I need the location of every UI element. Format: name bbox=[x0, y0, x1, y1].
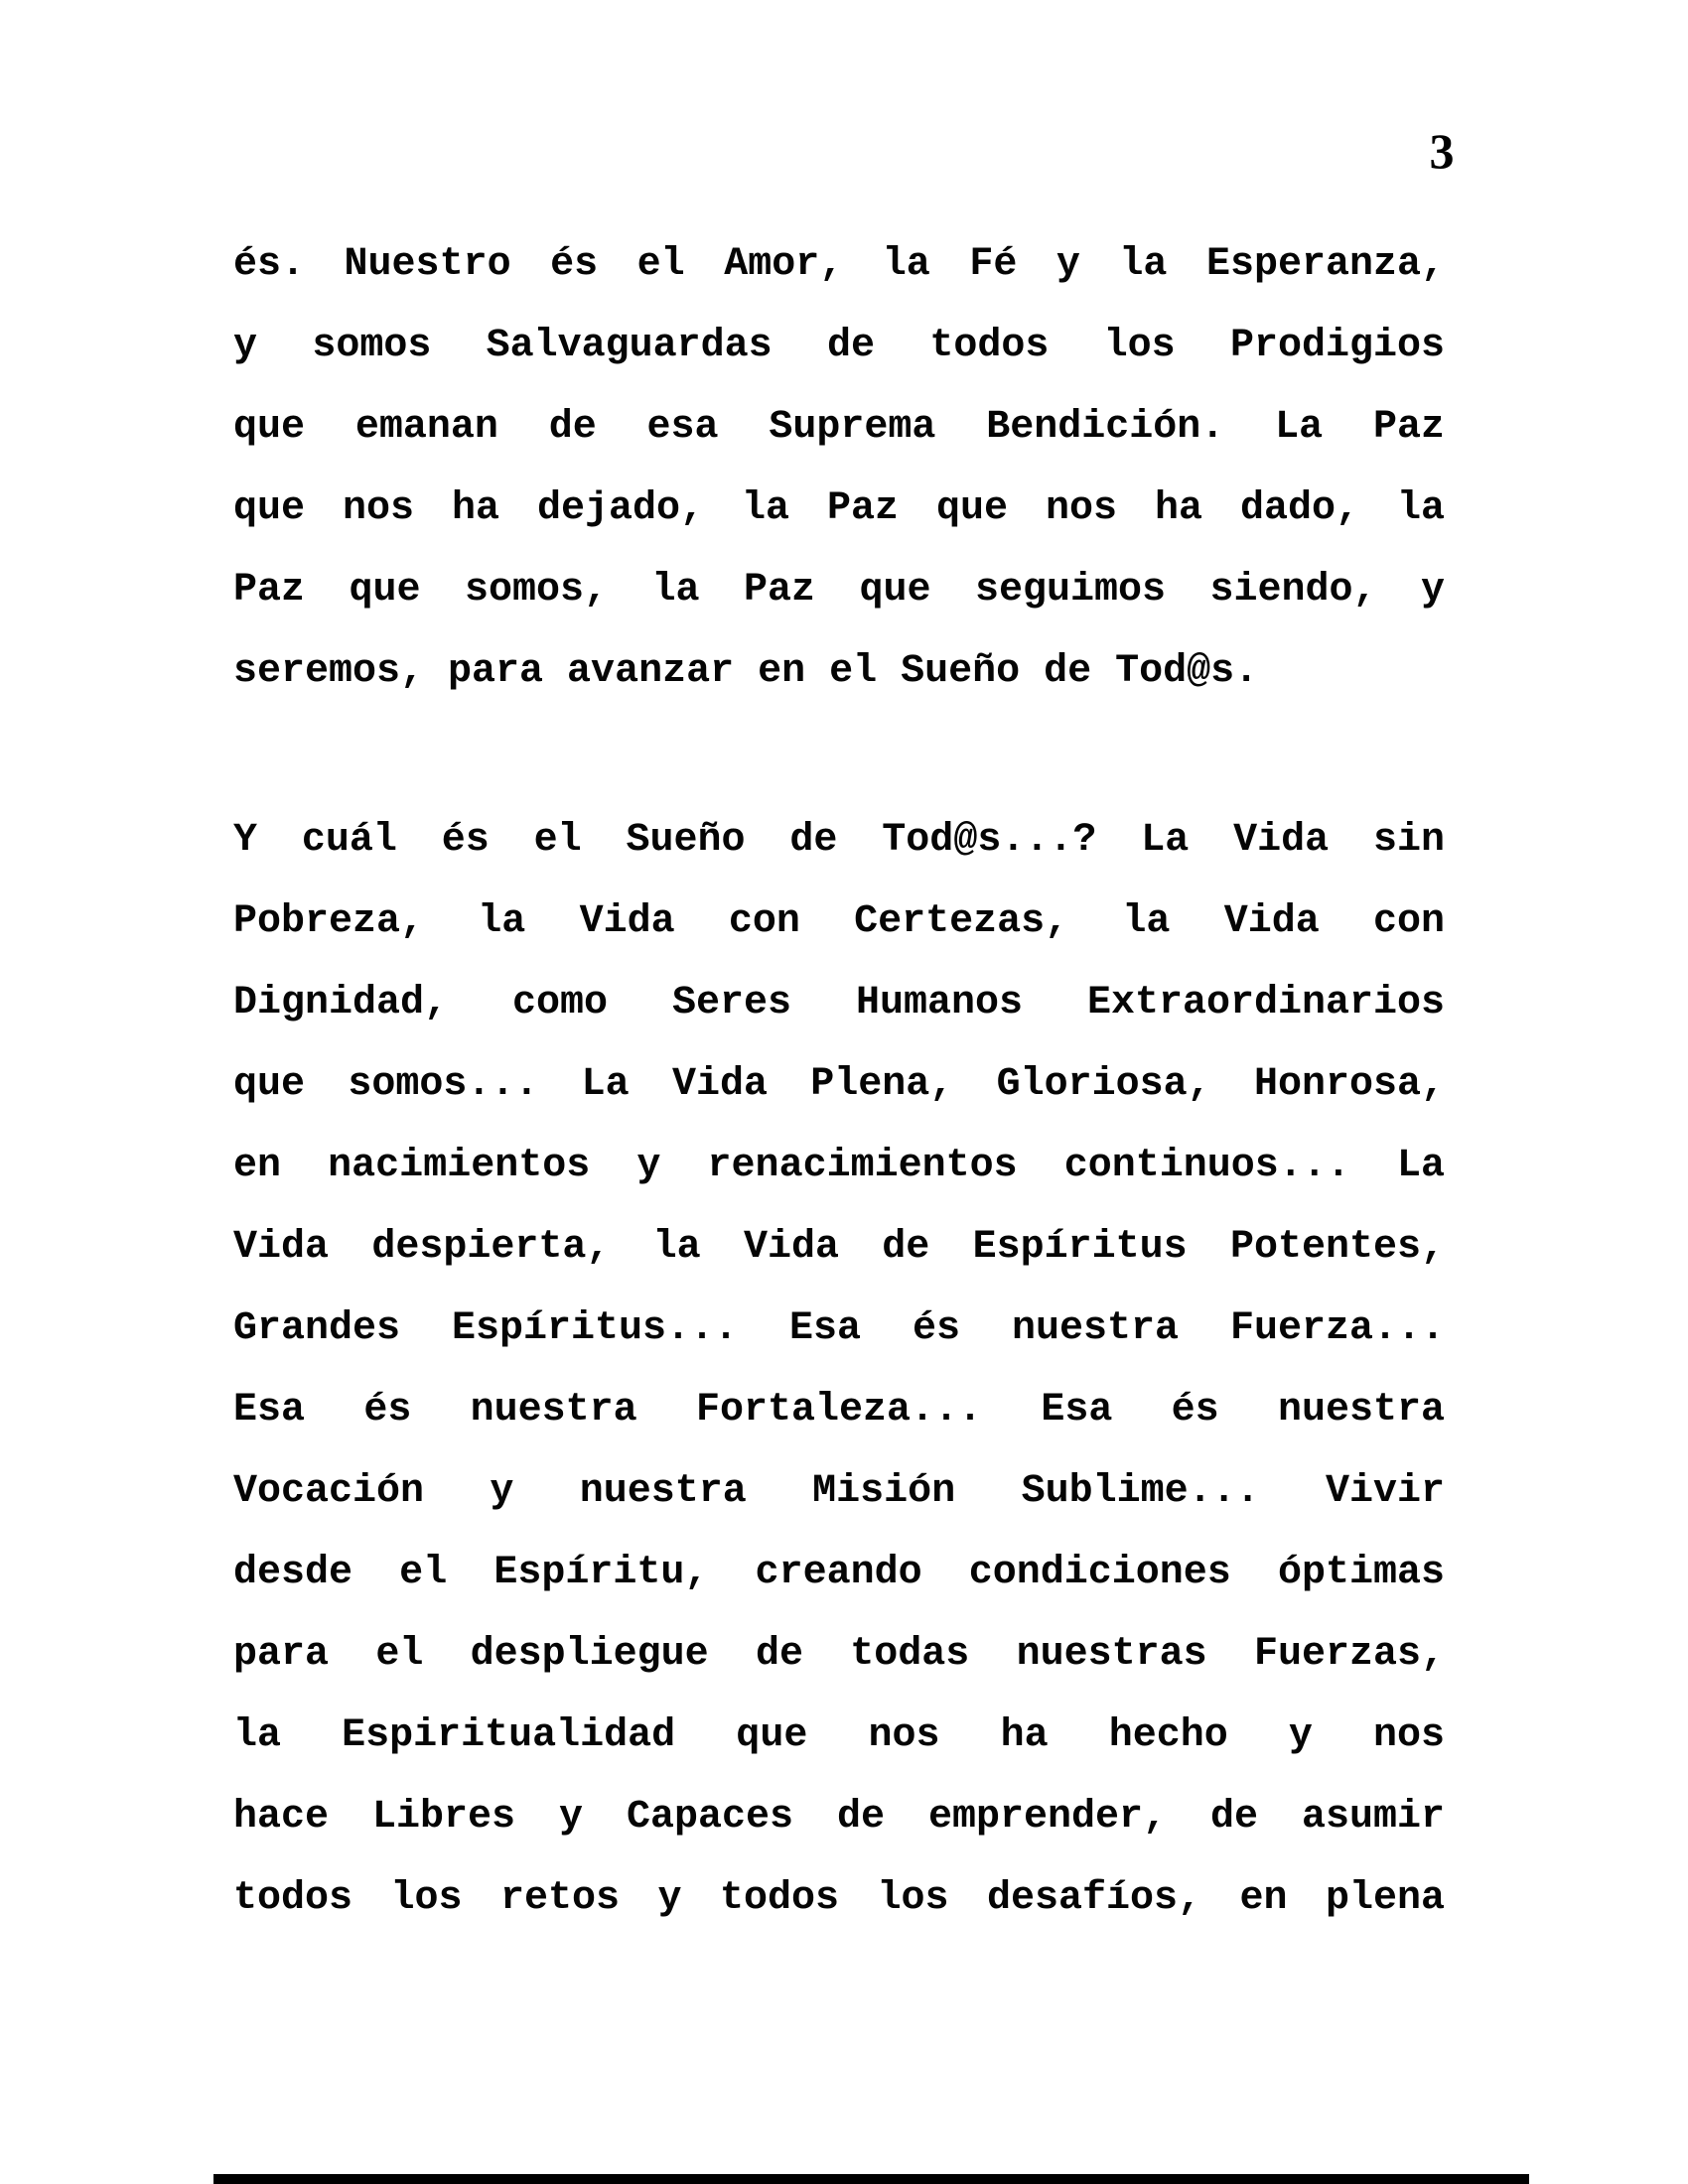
text-line: que emanan de esa Suprema Bendición. La Paz bbox=[233, 405, 1445, 450]
text-line: que nos ha dejado, la Paz que nos ha dado, la bbox=[233, 486, 1445, 531]
page-number: 3 bbox=[1429, 123, 1455, 179]
text-line: todos los retos y todos los desafíos, en plena bbox=[233, 1876, 1445, 1921]
paragraph-2 bbox=[233, 800, 1445, 1940]
text-line: la Espiritualidad que nos ha hecho y nos bbox=[233, 1713, 1445, 1758]
document-body bbox=[233, 224, 1445, 1940]
text-line: Pobreza, la Vida con Certezas, la Vida con bbox=[233, 899, 1445, 944]
text-line: Esa és nuestra Fortaleza... Esa és nuestra bbox=[233, 1388, 1445, 1433]
text-line: Dignidad, como Seres Humanos Extraordinarios bbox=[233, 981, 1445, 1025]
text-line: Y cuál és el Sueño de Tod@s...? La Vida sin bbox=[233, 818, 1445, 863]
text-line: Grandes Espíritus... Esa és nuestra Fuerza... bbox=[233, 1306, 1445, 1351]
text-line: Vida despierta, la Vida de Espíritus Potentes, bbox=[233, 1225, 1445, 1270]
text-line: seremos, para avanzar en el Sueño de Tod@s. bbox=[233, 649, 1259, 694]
paragraph-1 bbox=[233, 224, 1445, 713]
text-line: desde el Espíritu, creando condiciones óptimas bbox=[233, 1551, 1445, 1595]
text-line: y somos Salvaguardas de todos los Prodigios bbox=[233, 324, 1445, 368]
text-line: en nacimientos y renacimientos continuos... La bbox=[233, 1144, 1445, 1188]
text-line: hace Libres y Capaces de emprender, de asumir bbox=[233, 1795, 1445, 1840]
text-line: Paz que somos, la Paz que seguimos siendo, y bbox=[233, 568, 1445, 613]
text-line: para el despliegue de todas nuestras Fuerzas, bbox=[233, 1632, 1445, 1677]
text-line: és. Nuestro és el Amor, la Fé y la Esperanza, bbox=[233, 242, 1445, 287]
scan-edge-artifact bbox=[213, 2174, 1529, 2184]
text-line: que somos... La Vida Plena, Gloriosa, Honrosa, bbox=[233, 1062, 1445, 1107]
text-line: Vocación y nuestra Misión Sublime... Vivir bbox=[233, 1469, 1445, 1514]
